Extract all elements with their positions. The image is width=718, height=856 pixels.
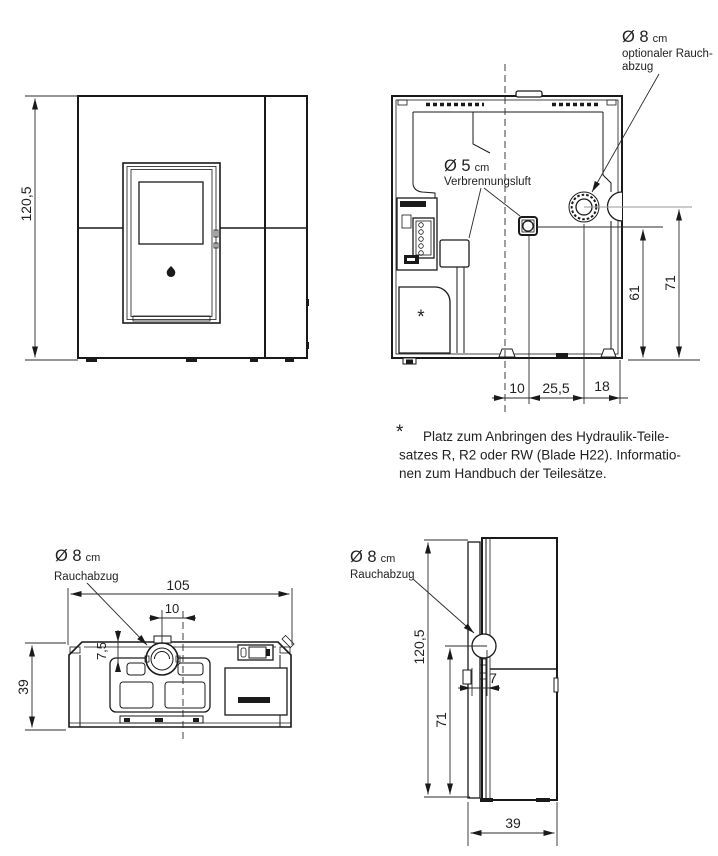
footnote-marker: * bbox=[396, 422, 404, 443]
dim-61-label: 61 bbox=[626, 285, 642, 301]
air-diameter-label: Ø 5 cm bbox=[444, 157, 490, 175]
dim-7-label: 7 bbox=[489, 670, 497, 686]
side-flue-desc-label: Rauchabzug bbox=[350, 569, 415, 581]
flue-desc-line1: optionaler Rauch- bbox=[622, 48, 713, 60]
hopper-handle-slot bbox=[238, 697, 270, 703]
dim-71-side-label: 71 bbox=[433, 712, 449, 728]
dim-105-label: 105 bbox=[166, 577, 190, 593]
front-foot bbox=[86, 358, 97, 362]
top-flue-leader bbox=[87, 583, 147, 645]
pellet-hopper-lid bbox=[225, 668, 287, 715]
dim-25-5-label: 25,5 bbox=[542, 380, 570, 396]
side-flue-leader bbox=[413, 579, 474, 633]
front-view bbox=[18, 96, 309, 362]
combustion-air-port bbox=[519, 217, 537, 235]
top-view bbox=[15, 547, 294, 742]
dim-10-label: 10 bbox=[509, 380, 525, 396]
front-height-dim-label: 120,5 bbox=[18, 186, 34, 222]
control-board bbox=[397, 198, 437, 270]
air-desc-label: Verbrennungsluft bbox=[444, 176, 531, 188]
side-height-dim-label: 120,5 bbox=[411, 629, 427, 665]
air-chute-box bbox=[440, 240, 469, 267]
footnote-line-2: satzes R, R2 oder RW (Blade H22). Informatio- bbox=[399, 447, 681, 463]
footnote-line-3: nen zum Handbuch der Teilesätze. bbox=[399, 466, 607, 481]
rear-top-handle bbox=[516, 91, 542, 97]
flue-diameter-label: Ø 8 cm bbox=[622, 28, 668, 46]
footnote bbox=[396, 422, 681, 481]
rear-view bbox=[392, 28, 713, 412]
top-flue-diameter-label: Ø 8 cm bbox=[55, 547, 101, 565]
hydraulic-kit-asterisk: * bbox=[417, 307, 425, 328]
top-flue-desc-label: Rauchabzug bbox=[54, 571, 119, 583]
side-handle bbox=[554, 678, 558, 692]
dim-39-top-label: 39 bbox=[15, 679, 31, 695]
dim-18-label: 18 bbox=[594, 378, 610, 394]
channel-clip bbox=[463, 670, 471, 684]
dim-10-top-label: 10 bbox=[164, 601, 180, 616]
side-flue-diameter-label: Ø 8 cm bbox=[350, 548, 396, 566]
dim-7-5-label: 7,5 bbox=[94, 641, 109, 661]
footnote-line-1: Platz zum Anbringen des Hydraulik-Teile- bbox=[423, 429, 670, 444]
side-view bbox=[350, 538, 558, 846]
flue-desc-line2: abzug bbox=[622, 61, 654, 73]
front-door bbox=[123, 163, 220, 323]
dim-39-side-label: 39 bbox=[505, 815, 521, 831]
dim-71-label: 71 bbox=[662, 275, 678, 291]
control-display bbox=[238, 645, 273, 660]
